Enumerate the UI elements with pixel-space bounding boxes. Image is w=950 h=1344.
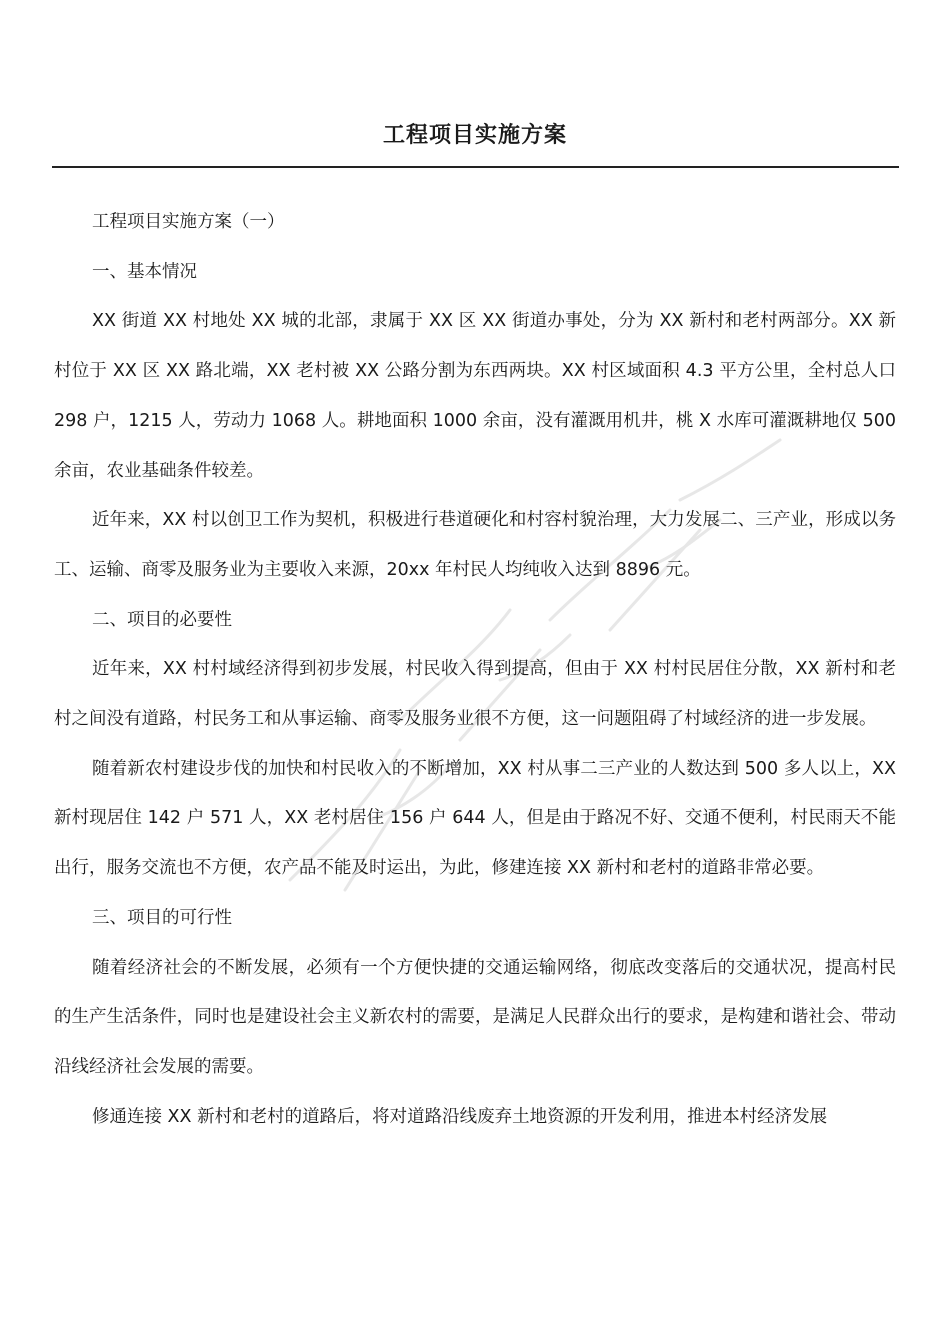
body-paragraph: 近年来，XX 村以创卫工作为契机，积极进行巷道硬化和村容村貌治理，大力发展二、三产业，形成以务工、运输、商零及服务业为主要收入来源，20xx 年村民人均纯收入达到 8896 元。 (54, 510, 896, 580)
section-heading: 二、项目的必要性 (92, 609, 232, 630)
section-heading: 一、基本情况 (92, 261, 197, 282)
body-paragraph: 近年来，XX 村村域经济得到初步发展，村民收入得到提高，但由于 XX 村村民居住分散，XX 新村和老村之间没有道路，村民务工和从事运输、商零及服务业很不方便，这一问题阻碍了村域经济的进一步发展。 (54, 659, 896, 730)
page-title: 工程项目实施方案 (382, 123, 567, 148)
section-heading: 三、项目的可行性 (92, 907, 232, 928)
body-paragraph: 随着新农村建设步伐的加快和村民收入的不断增加，XX 村从事二三产业的人数达到 500 多人以上，XX 新村现居住 142 户 571 人，XX 老村居住 156 户 644 人，但是由于路况不好、交通不便利，村民雨天不能出行，服务交流也不方便，农产品不能及时运出，为此，修建连接 XX 新村和老村的道路非常必要。 (54, 758, 896, 879)
document-body (54, 198, 896, 1142)
section-heading: 工程项目实施方案（一） (92, 212, 285, 232)
body-paragraph: 修通连接 XX 新村和老村的道路后，将对道路沿线废弃土地资源的开发利用，推进本村经济发展 (92, 1106, 828, 1127)
body-paragraph: 随着经济社会的不断发展，必须有一个方便快捷的交通运输网络，彻底改变落后的交通状况，提高村民的生产生活条件，同时也是建设社会主义新农村的需要，是满足人民群众出行的要求，是构建和谐社会、带动沿线经济社会发展的需要。 (54, 957, 896, 1077)
body-paragraph: XX 街道 XX 村地处 XX 城的北部，隶属于 XX 区 XX 街道办事处，分为 XX 新村和老村两部分。XX 新村位于 XX 区 XX 路北端，XX 老村被 XX 公路分割为东西两块。XX 村区域面积 4.3 平方公里，全村总人口 298 户，1215 人，劳动力 1068 人。耕地面积 1000 余亩，没有灌溉用机井，桃 X 水库可灌溉耕地仅 500 余亩，农业基础条件较差。 (54, 311, 896, 481)
title-divider (52, 166, 899, 168)
